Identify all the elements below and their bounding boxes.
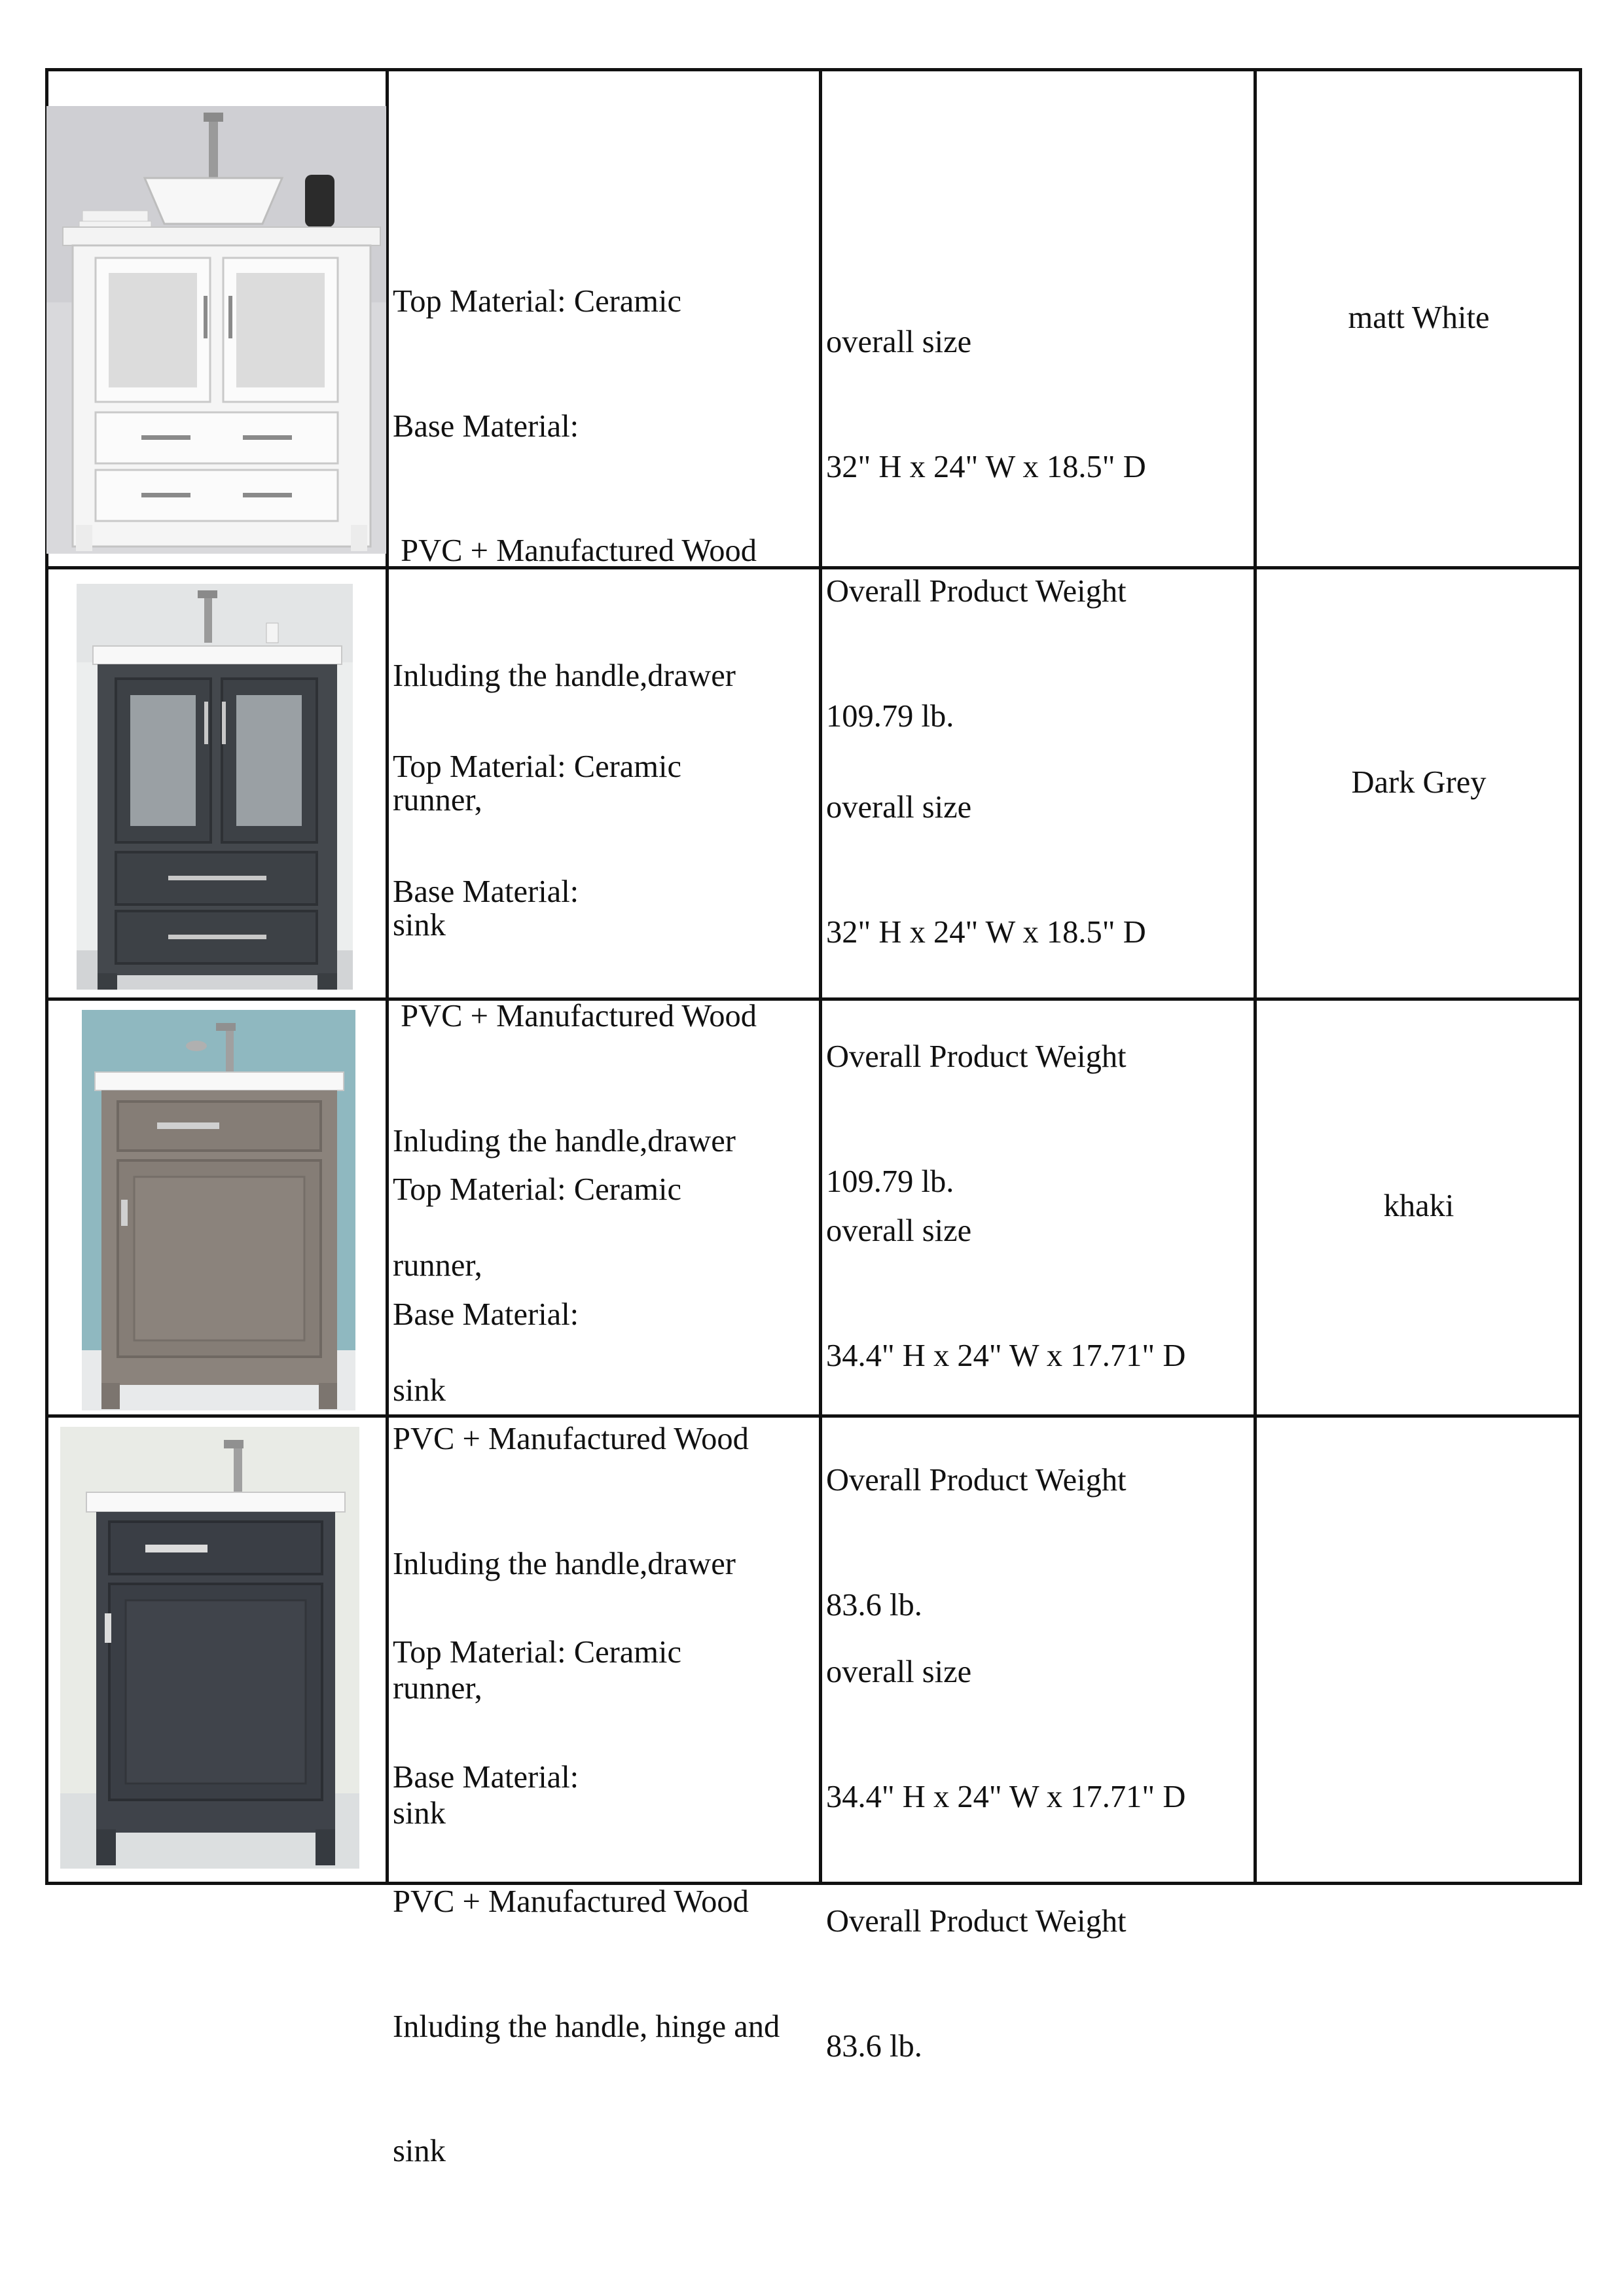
overall-size-label: overall size bbox=[826, 1655, 972, 1689]
row-divider bbox=[45, 997, 1582, 1001]
weight-label: Overall Product Weight bbox=[826, 574, 1127, 609]
column-divider bbox=[1254, 68, 1257, 1885]
weight-value: 109.79 lb. bbox=[826, 1164, 954, 1199]
included-parts-text: sink bbox=[393, 1372, 446, 1408]
overall-size-label: overall size bbox=[826, 790, 972, 825]
white-vanity-photo bbox=[46, 106, 386, 554]
base-material-label: Base Material: bbox=[393, 1297, 579, 1332]
weight-label: Overall Product Weight bbox=[826, 1904, 1127, 1939]
included-parts-text: Inluding the handle,drawer bbox=[393, 1123, 736, 1158]
included-parts-text: sink bbox=[393, 907, 446, 942]
included-parts-text: sink bbox=[393, 2134, 446, 2168]
weight-value: 109.79 lb. bbox=[826, 698, 954, 734]
row-divider bbox=[45, 1414, 1582, 1418]
top-material-label: Top Material: Ceramic bbox=[393, 284, 682, 319]
top-material-label: Top Material: Ceramic bbox=[393, 1172, 682, 1207]
dimensions-value: 32" H x 24" W x 18.5" D bbox=[826, 914, 1146, 950]
base-material-label: Base Material: bbox=[393, 874, 579, 909]
charcoal-vanity-photo bbox=[60, 1427, 359, 1869]
base-material-value: PVC + Manufactured Wood bbox=[393, 1422, 749, 1456]
base-material-label: Base Material: bbox=[393, 1759, 579, 1795]
base-material-value: PVC + Manufactured Wood bbox=[393, 533, 757, 568]
materials-text-row-4 bbox=[393, 1549, 780, 2214]
included-parts-text: runner, bbox=[393, 783, 482, 817]
base-material-value: PVC + Manufactured Wood bbox=[393, 1884, 749, 1919]
included-parts-text: Inluding the handle,drawer bbox=[393, 1546, 736, 1581]
dark-grey-vanity-photo bbox=[77, 584, 353, 990]
size-text-row-1 bbox=[826, 238, 1146, 779]
column-divider bbox=[819, 68, 822, 1885]
color-text-row-2: Dark Grey bbox=[1351, 765, 1487, 800]
included-parts-text: runner, bbox=[393, 1671, 482, 1706]
weight-value: 83.6 lb. bbox=[826, 2028, 922, 2064]
table-border-bottom bbox=[45, 1882, 1582, 1885]
row-divider bbox=[45, 566, 1582, 569]
size-text-row-4 bbox=[826, 1568, 1185, 2109]
dimensions-value: 34.4" H x 24" W x 17.71" D bbox=[826, 1779, 1186, 1814]
weight-value: 83.6 lb. bbox=[826, 1587, 922, 1623]
included-parts-text: Inluding the handle, hinge and bbox=[393, 2009, 780, 2044]
table-border-top bbox=[45, 68, 1582, 71]
base-material-value: PVC + Manufactured Wood bbox=[393, 999, 757, 1033]
overall-size-label: overall size bbox=[826, 325, 972, 359]
included-parts-text: sink bbox=[393, 1795, 446, 1831]
dimensions-value: 34.4" H x 24" W x 17.71" D bbox=[826, 1338, 1186, 1373]
table-border-right bbox=[1579, 68, 1582, 1885]
base-material-label: Base Material: bbox=[393, 408, 579, 444]
color-text-row-1: matt White bbox=[1348, 300, 1490, 335]
color-text-row-3: khaki bbox=[1383, 1189, 1454, 1223]
dimensions-value: 32" H x 24" W x 18.5" D bbox=[826, 449, 1146, 484]
khaki-vanity-photo bbox=[82, 1010, 355, 1410]
top-material-label: Top Material: Ceramic bbox=[393, 1635, 682, 1670]
top-material-label: Top Material: Ceramic bbox=[393, 749, 682, 784]
overall-size-label: overall size bbox=[826, 1213, 972, 1248]
included-parts-text: Inluding the handle,drawer bbox=[393, 658, 736, 693]
weight-label: Overall Product Weight bbox=[826, 1039, 1127, 1074]
weight-label: Overall Product Weight bbox=[826, 1463, 1127, 1498]
included-parts-text: runner, bbox=[393, 1248, 482, 1283]
